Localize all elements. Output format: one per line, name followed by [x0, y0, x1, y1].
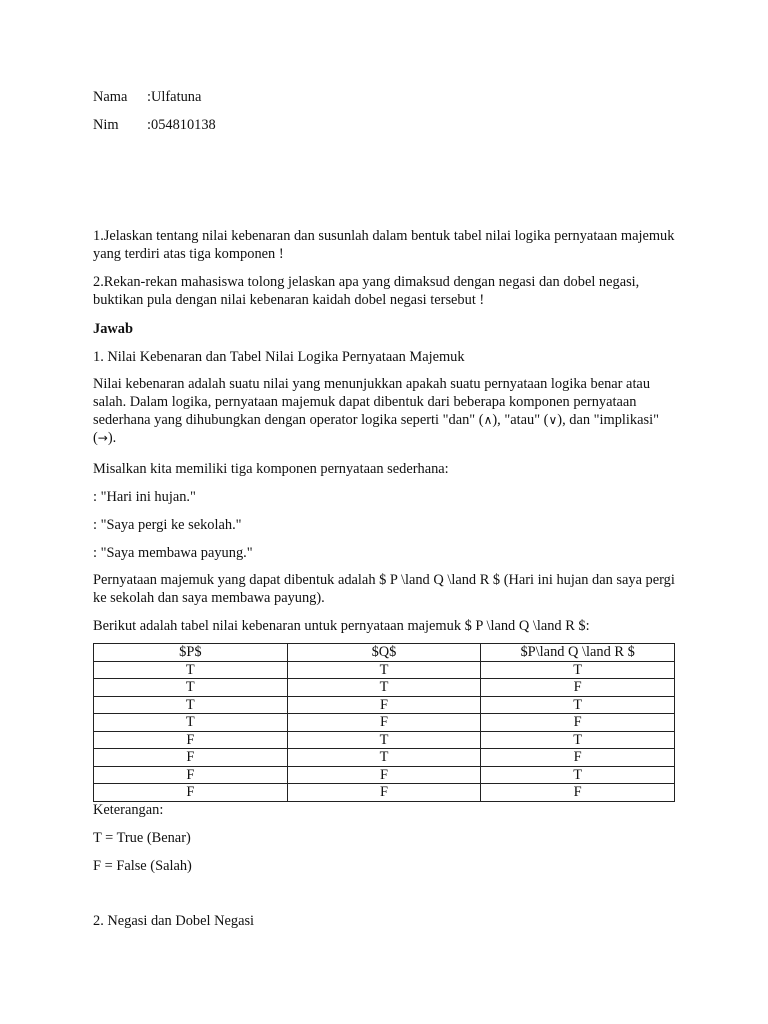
table-cell: T — [481, 696, 675, 714]
compound-statement: Pernyataan majemuk yang dapat dibentuk adalah $ P \land Q \land R $ (Hari ini hujan dan saya pergi ke sekolah dan saya membawa payung). — [93, 572, 675, 606]
component-q: : "Saya pergi ke sekolah." — [93, 517, 242, 533]
table-cell: F — [481, 749, 675, 767]
table-row — [94, 661, 675, 679]
table-cell: T — [287, 661, 481, 679]
intro-part-3: ), dan "implikasi" ( — [93, 412, 659, 446]
table-cell: F — [287, 766, 481, 784]
components-intro: Misalkan kita memiliki tiga komponen pernyataan sederhana: — [93, 461, 449, 477]
table-cell: F — [287, 784, 481, 802]
implication-symbol: → — [97, 431, 108, 445]
header-q: $Q$ — [287, 644, 481, 662]
table-cell: T — [94, 661, 288, 679]
legend-false: F = False (Salah) — [93, 858, 192, 874]
truth-table — [93, 643, 675, 802]
nim-value: :054810138 — [147, 117, 216, 133]
and-symbol: ∧ — [483, 413, 493, 427]
table-cell: F — [287, 696, 481, 714]
table-cell: F — [287, 714, 481, 732]
table-cell: F — [94, 766, 288, 784]
table-cell: T — [94, 714, 288, 732]
table-cell: F — [481, 679, 675, 697]
name-label: Nama — [93, 89, 128, 105]
table-row — [94, 731, 675, 749]
answer-heading: Jawab — [93, 321, 133, 337]
intro-paragraph — [93, 375, 678, 447]
table-cell: T — [94, 696, 288, 714]
table-row — [94, 696, 675, 714]
table-intro: Berikut adalah tabel nilai kebenaran untuk pernyataan majemuk $ P \land Q \land R $: — [93, 618, 590, 634]
truth-table-header-row — [94, 644, 675, 662]
legend-title: Keterangan: — [93, 802, 164, 818]
name-row — [93, 88, 201, 106]
table-cell: T — [481, 661, 675, 679]
intro-part-1: Nilai kebenaran adalah suatu nilai yang menunjukkan apakah suatu pernyataan logika benar atau salah. Dalam logika, pernyataan majemuk dapat dibentuk dari beberapa komponen pernyataan sederhana yang dihubungkan dengan operator logika seperti "dan" ( — [93, 376, 651, 428]
intro-part-4: ). — [107, 430, 117, 446]
table-row — [94, 714, 675, 732]
table-cell: F — [94, 749, 288, 767]
table-row — [94, 784, 675, 802]
name-value: :Ulfatuna — [147, 89, 202, 105]
section-2-title: 2. Negasi dan Dobel Negasi — [93, 913, 255, 929]
table-row — [94, 749, 675, 767]
header-result: $P\land Q \land R $ — [481, 644, 675, 662]
table-cell: T — [481, 766, 675, 784]
nim-row — [93, 116, 216, 134]
table-cell: T — [287, 749, 481, 767]
question-2: 2.Rekan-rekan mahasiswa tolong jelaskan apa yang dimaksud dengan negasi dan dobel negasi, buktikan pula dengan nilai kebenaran kaidah dobel negasi tersebut ! — [93, 274, 640, 308]
table-row — [94, 766, 675, 784]
header-p: $P$ — [94, 644, 288, 662]
section-1-title: 1. Nilai Kebenaran dan Tabel Nilai Logika Pernyataan Majemuk — [93, 349, 465, 365]
component-r: : "Saya membawa payung." — [93, 545, 253, 561]
table-cell: T — [287, 731, 481, 749]
nim-label: Nim — [93, 117, 119, 133]
table-cell: F — [94, 784, 288, 802]
table-cell: F — [481, 784, 675, 802]
table-cell: F — [481, 714, 675, 732]
question-1: 1.Jelaskan tentang nilai kebenaran dan susunlah dalam bentuk tabel nilai logika pernyataan majemuk yang terdiri atas tiga komponen ! — [93, 228, 675, 262]
table-cell: F — [94, 731, 288, 749]
or-symbol: ∨ — [548, 413, 558, 427]
table-cell: T — [287, 679, 481, 697]
table-row — [94, 679, 675, 697]
intro-part-2: ), "atau" ( — [492, 412, 549, 428]
legend-true: T = True (Benar) — [93, 830, 191, 846]
table-cell: T — [94, 679, 288, 697]
table-cell: T — [481, 731, 675, 749]
component-p: : "Hari ini hujan." — [93, 489, 196, 505]
